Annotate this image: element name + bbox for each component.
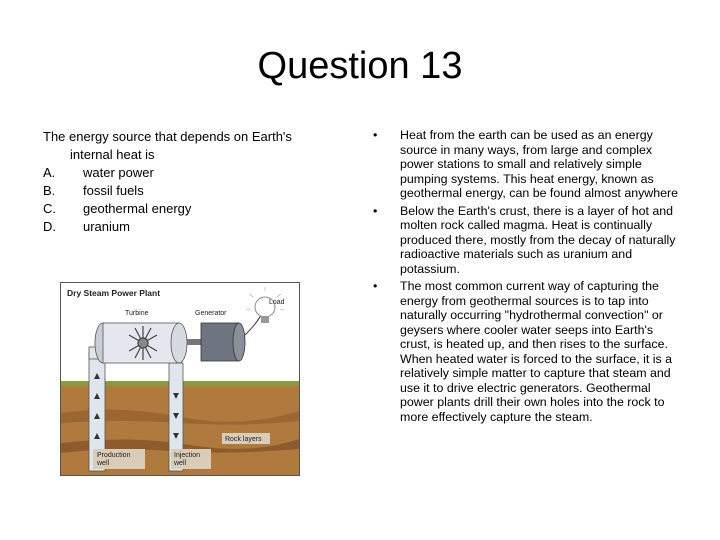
option-text: water power [83, 165, 154, 180]
question-stem: The energy source that depends on Earth's internal heat is [43, 129, 292, 162]
bullet-item [368, 128, 680, 201]
option-text: fossil fuels [83, 183, 144, 198]
option-letter: A. [43, 165, 56, 180]
label-line: Production [97, 452, 131, 459]
option-text: uranium [83, 219, 130, 234]
bullet-dot: • [373, 203, 378, 218]
bullet-dot: • [373, 279, 378, 293]
label-line: well [174, 460, 187, 467]
answer-option-a [43, 164, 333, 182]
answer-option-b [43, 182, 333, 200]
option-letter: C. [43, 201, 56, 216]
turbine-housing-end [171, 323, 187, 363]
turbine-label: Turbine [125, 310, 149, 317]
dry-steam-power-plant-diagram [60, 282, 300, 476]
option-letter: D. [43, 219, 56, 234]
bullet-dot: • [373, 128, 378, 142]
rock-layers-label: Rock layers [225, 436, 262, 443]
bullet-list [368, 128, 680, 427]
slide-title: Question 13 [257, 45, 463, 87]
bullet-item [368, 279, 680, 424]
label-line: Injection [174, 452, 201, 459]
option-letter: B. [43, 183, 56, 198]
turbine-shaft [187, 339, 201, 345]
diagram-title: Dry Steam Power Plant [67, 288, 161, 298]
answer-option-c [43, 200, 333, 218]
label-line: well [97, 460, 110, 467]
bullet-text: Below the Earth's crust, there is a layer of hot and molten rock called magma. Heat is continually produced there, mostly from the decay of naturally radioactive materials such as uranium and potassium. [400, 203, 676, 276]
question-block [43, 128, 333, 236]
bullet-text: The most common current way of capturing the energy from geothermal sources is to tap into naturally occurring "hydrothermal convection" or geysers where cooler water seeps into Earth's crust, is heated up, and then rises to the surface. When heated water is forced to the surface, it is a relatively simple matter to capture that steam and use it to drive electric generators. Geothermal power plants drill their own holes into the rock to more effectively capture the steam. [400, 279, 673, 424]
bullet-text: Heat from the earth can be used as an energy source in many ways, from large and complex power stations to small and relatively simple pumping systems. This heat energy, known as geothermal energy, can be found almost anywhere [400, 128, 679, 200]
generator-end [233, 323, 245, 361]
generator-label: Generator [195, 310, 227, 317]
answer-option-d [43, 218, 333, 236]
load-label: Load [269, 299, 285, 306]
option-text: geothermal energy [83, 201, 192, 216]
bullet-item [368, 204, 680, 277]
diagram-illustration [61, 283, 299, 475]
